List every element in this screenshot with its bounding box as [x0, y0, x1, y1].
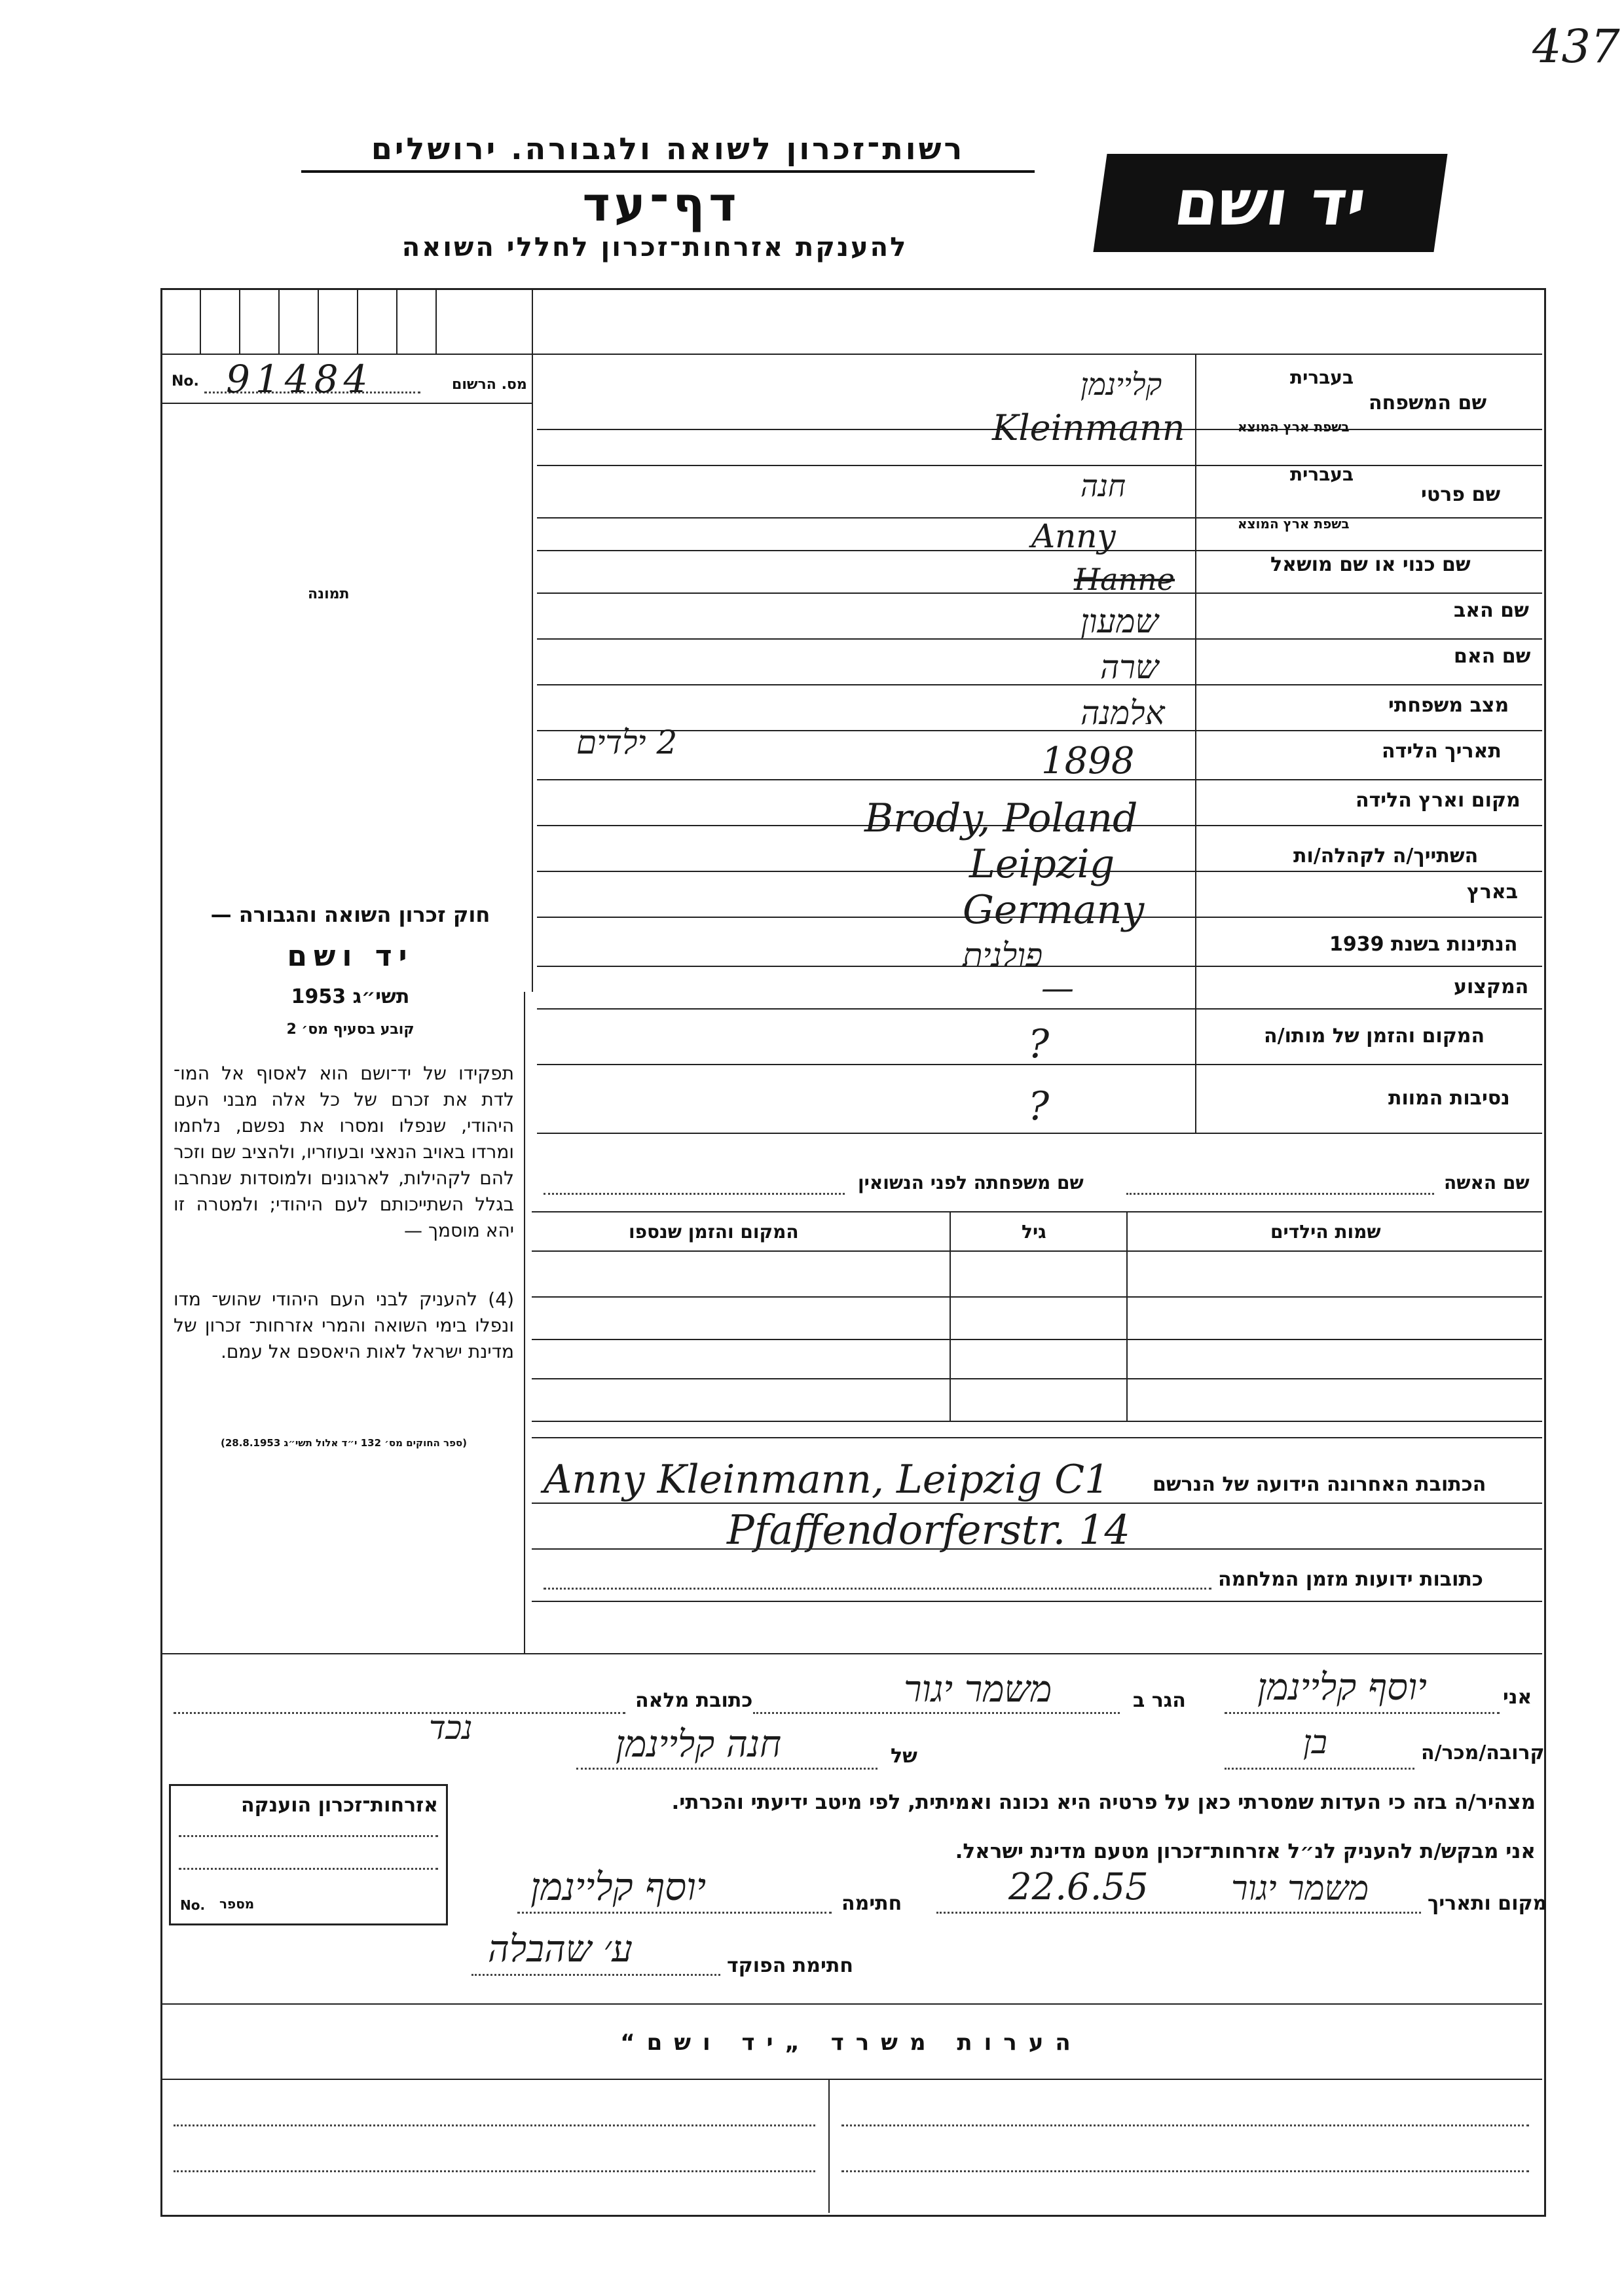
community-label: השתייך/ה לקהלה/ות: [1293, 845, 1479, 867]
death-value: ?: [1028, 1021, 1050, 1067]
law-name: יד ושם: [287, 939, 414, 973]
family-name-latin: Kleinmann: [992, 407, 1185, 448]
living-label: הגר ב: [1133, 1689, 1186, 1712]
living-place: משמר יגור: [904, 1668, 1052, 1711]
nickname-label: שם כנוי או שם מושאל: [1270, 553, 1471, 576]
relation-note: נכד: [429, 1709, 473, 1747]
form-subtitle: להענקת אזרחות־זכרון לחללי השואה: [401, 232, 908, 263]
statement-2: אני מבקש/ת להעניק לנ״ל אזרחות־זכרון מטעם מדינת ישראל.: [955, 1840, 1536, 1863]
law-para-2: (4) להעניק לבני העם היהודי שהוש־ מדו ונפלו בימי השואה והמרי אזרחות־ זכרון של מדינת ישראל לאות היאספם אל עמם.: [174, 1288, 514, 1362]
profession-value: —: [1041, 969, 1074, 1007]
nickname-value: Hanne: [1074, 562, 1175, 597]
relation-of-name: חנה קליינמן: [616, 1723, 782, 1766]
mother-value: שרה: [1100, 648, 1159, 686]
first-name-label: שם פרטי: [1421, 483, 1501, 506]
page-number: 437: [1532, 20, 1620, 73]
registration-label: מס. הרשום: [452, 376, 527, 393]
place-date-label: מקום ותאריך: [1428, 1892, 1547, 1915]
family-name-hebrew: קליינמן: [1080, 367, 1162, 402]
in-hebrew-label: בעברית: [1290, 367, 1354, 388]
citizenship-box-no-label: No.: [180, 1897, 206, 1913]
marital-value: אלמנה: [1080, 694, 1165, 732]
birth-place-value: Brody, Poland: [864, 795, 1138, 841]
children-col-age: גיל: [1022, 1221, 1046, 1243]
registration-no-label: No.: [172, 373, 199, 390]
circumstances-label: נסיבות המוות: [1388, 1087, 1510, 1110]
relation-label: קרובה/מכר/ה: [1421, 1741, 1545, 1764]
father-value: שמעון: [1080, 602, 1158, 640]
citizenship-value: פולנית: [963, 936, 1043, 974]
law-reference: (ספר החוקים מס׳ 132 י״ד אלול תשי״ג 28.8.1953): [220, 1437, 468, 1449]
registration-number: 91484: [226, 357, 373, 401]
children-col-place: המקום והזמן שנספו: [629, 1221, 799, 1243]
first-name-hebrew: חנה: [1080, 468, 1126, 503]
yad-vashem-logo: [1093, 154, 1447, 252]
office-notes-title: הערות משרד „יד ושם“: [620, 2030, 1082, 2056]
citizenship-label: הנתינות בשנת 1939: [1329, 933, 1518, 956]
officer-signature-label: חתימת הפוקד: [727, 1954, 853, 1977]
declaration-i-label: אני: [1503, 1686, 1532, 1709]
law-para-1: תפקידו של יד־ושם הוא לאסוף אל המו־ לדת את זכרם של כל אלה מבני העם היהודי, שנפלו ומסרו את נפשם, נלחמו ומרדו באויב הנאצי ובעוזריו, ולהציב שם וזכר להם לקהילות, לארגונים ולמוסדות שנחרבו בגלל השתייכותם לעם היהודי; ולמטרה זו יהא מוסמך —: [174, 1063, 514, 1241]
birth-date-value: 1898: [1041, 740, 1135, 782]
full-address-label: כתובת מלאה: [635, 1689, 753, 1712]
first-name-latin: Anny: [1031, 517, 1116, 555]
mother-label: שם האם: [1454, 645, 1531, 668]
citizenship-granted-box: [169, 1784, 448, 1925]
relation-of-label: של: [891, 1745, 917, 1768]
circumstances-value: ?: [1028, 1084, 1050, 1129]
logo-text: יד ושם: [1170, 166, 1371, 240]
declaration-place: משמר יגור: [1231, 1869, 1369, 1908]
signature-label: חתימה: [841, 1892, 902, 1915]
authority-line: רשות־זכרון לשואה ולגבורה. ירושלים: [301, 131, 1035, 173]
family-name-label: שם המשפחה: [1369, 392, 1487, 414]
declaration-date: 22.6.55: [1008, 1866, 1149, 1908]
profession-label: המקצוע: [1454, 975, 1529, 998]
citizenship-box-number-label: מספר: [219, 1896, 255, 1912]
country-value: Germany: [963, 887, 1145, 933]
declarant-signature: יוסף קליינמן: [530, 1865, 707, 1909]
maiden-name-label: שם משפחתה לפני הנשואין: [858, 1172, 1084, 1194]
birth-date-label: תאריך הלידה: [1382, 740, 1502, 763]
last-address-label: הכתובת האחרונה הידועה של הנרשם: [1153, 1473, 1486, 1496]
officer-signature: ע׳ שהבלה: [488, 1928, 633, 1971]
declarant-name: יוסף קליינמן: [1257, 1666, 1427, 1709]
children-col-names: שמות הילדים: [1270, 1221, 1381, 1243]
community-value: Leipzig: [969, 841, 1115, 887]
law-clause: קובע בסעיף מס׳ 2: [286, 1021, 415, 1038]
statement-1: מצהיר/ה בזה כי העדות שמסרתי כאן על פרטיה היא נכונה ואמיתית, לפי מיטב ידיעתי והכרתי.: [671, 1791, 1536, 1814]
marital-label: מצב משפחתי: [1388, 694, 1509, 717]
law-title: חוק זכרון השואה והגבורה —: [210, 902, 490, 927]
birth-place-label: מקום וארץ הלידה: [1356, 789, 1521, 812]
origin-lang-label-2: בשפת ארץ המוצא: [1238, 516, 1350, 532]
citizenship-box-title: אזרחות־זכרון הוענקה: [240, 1794, 438, 1817]
last-address-line-2: Pfaffendorferstr. 14: [727, 1506, 1130, 1554]
form-title: דף־עד: [582, 177, 741, 232]
death-label: המקום והזמן של מותו/ה: [1264, 1025, 1485, 1048]
marital-note: 2 ילדים: [576, 723, 678, 761]
form-frame: [160, 288, 1546, 2217]
wife-label: שם האשה: [1444, 1172, 1530, 1194]
in-hebrew-label-2: בעברית: [1290, 464, 1354, 485]
relation-value: בן: [1303, 1723, 1327, 1761]
origin-lang-label: בשפת ארץ המוצא: [1238, 419, 1350, 435]
law-year: תשי״ג 1953: [291, 985, 410, 1008]
last-address-line-1: Anny Kleinmann, Leipzig C1: [544, 1457, 1110, 1503]
war-address-label: כתובות ידועות מזמן המלחמה: [1218, 1568, 1483, 1591]
photo-label: תמונה: [308, 586, 350, 602]
country-label: בארץ: [1467, 881, 1519, 903]
father-label: שם האב: [1454, 599, 1529, 622]
